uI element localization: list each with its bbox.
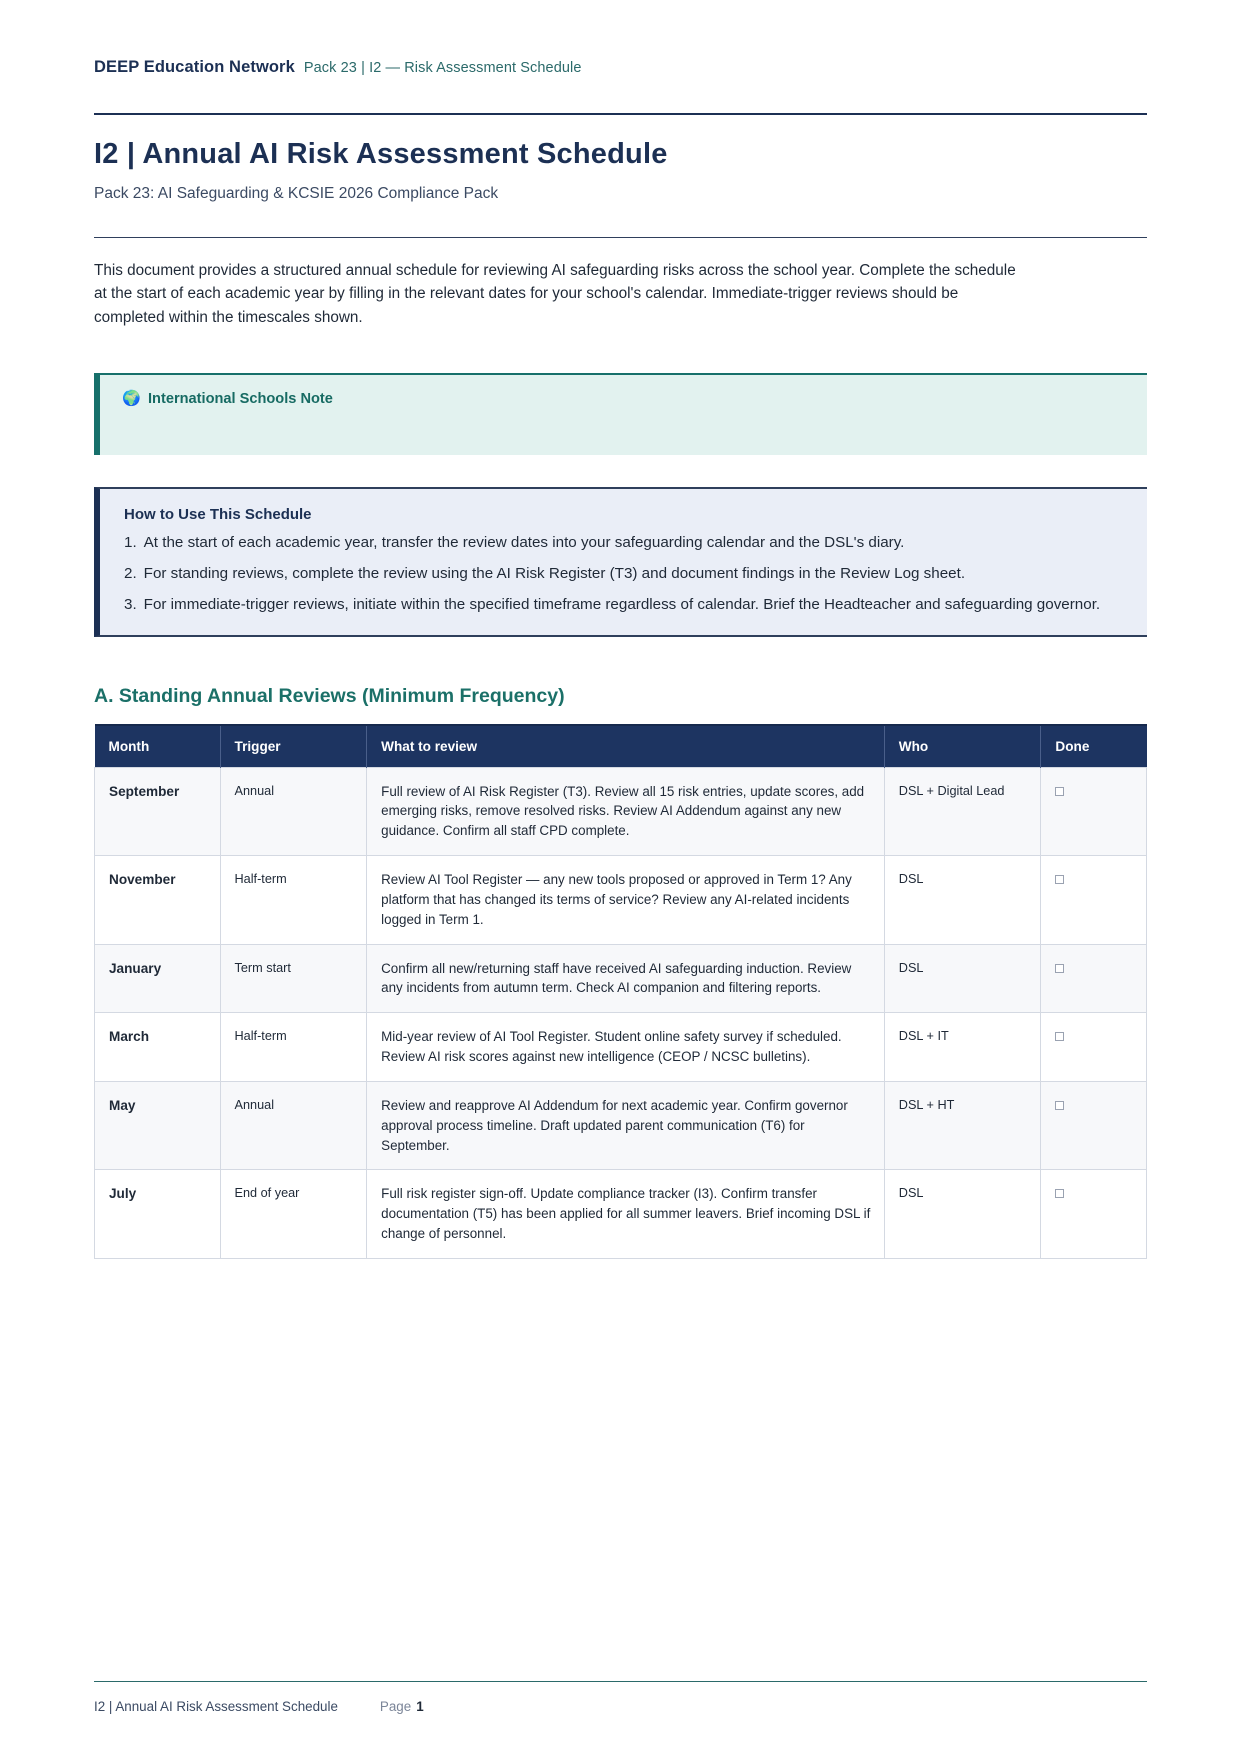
table-row bbox=[95, 856, 1147, 944]
cell-who: DSL bbox=[884, 1170, 1041, 1258]
footer-page-indicator bbox=[380, 1699, 424, 1714]
cell-month: January bbox=[95, 944, 221, 1013]
done-checkbox[interactable] bbox=[1055, 787, 1064, 796]
cell-what-to-review: Review AI Tool Register — any new tools proposed or approved in Term 1? Any platform that has changed its terms of service? Review any AI-related incidents logged in Term 1. bbox=[367, 856, 885, 944]
column-header-trigger: Trigger bbox=[220, 725, 367, 768]
page-subtitle: Pack 23: AI Safeguarding & KCSIE 2026 Compliance Pack bbox=[94, 185, 499, 202]
callout-international-schools-note bbox=[94, 373, 1147, 455]
table-row bbox=[95, 1081, 1147, 1169]
standing-annual-reviews-table bbox=[94, 724, 1147, 1259]
cell-month: September bbox=[95, 767, 221, 855]
cell-month: November bbox=[95, 856, 221, 944]
footer-page-label: Page bbox=[379, 1699, 412, 1714]
cell-done bbox=[1041, 1013, 1147, 1082]
callout-international-title-row bbox=[122, 391, 1127, 407]
cell-done bbox=[1041, 944, 1147, 1013]
step-number: 1. bbox=[124, 534, 137, 552]
cell-trigger: Term start bbox=[220, 944, 367, 1013]
done-checkbox[interactable] bbox=[1055, 1032, 1064, 1041]
table-row bbox=[95, 1013, 1147, 1082]
footer-page-number: 1 bbox=[416, 1699, 424, 1714]
done-checkbox[interactable] bbox=[1055, 1189, 1064, 1198]
cell-what-to-review: Confirm all new/returning staff have received AI safeguarding induction. Review any incidents from autumn term. Check AI companion and filtering reports. bbox=[367, 944, 885, 1013]
how-to-use-title: How to Use This Schedule bbox=[124, 506, 312, 524]
callout-international-title: International Schools Note bbox=[148, 391, 333, 408]
done-checkbox[interactable] bbox=[1055, 964, 1064, 973]
cell-trigger: Half-term bbox=[220, 856, 367, 944]
cell-trigger: Annual bbox=[220, 767, 367, 855]
cell-trigger: Annual bbox=[220, 1081, 367, 1169]
cell-month: May bbox=[95, 1081, 221, 1169]
cell-done bbox=[1041, 1081, 1147, 1169]
footer-rule bbox=[94, 1681, 1147, 1682]
how-to-use-step bbox=[124, 563, 1123, 586]
table-row bbox=[95, 767, 1147, 855]
column-header-done: Done bbox=[1041, 725, 1147, 768]
cell-who: DSL + IT bbox=[884, 1013, 1041, 1082]
running-header bbox=[0, 0, 1241, 77]
step-number: 2. bbox=[124, 564, 137, 582]
document-content bbox=[0, 115, 1241, 1681]
footer-row bbox=[94, 1699, 1147, 1714]
running-header-meta: Pack 23 | I2 — Risk Assessment Schedule bbox=[303, 60, 582, 76]
cell-done bbox=[1041, 1170, 1147, 1258]
column-header-what-to-review: What to review bbox=[367, 725, 885, 768]
done-checkbox[interactable] bbox=[1055, 1101, 1064, 1110]
cell-who: DSL bbox=[884, 856, 1041, 944]
footer-document-label: I2 | Annual AI Risk Assessment Schedule bbox=[94, 1699, 338, 1714]
cell-what-to-review: Review and reapprove AI Addendum for next academic year. Confirm governor approval process timeline. Draft updated parent communication (T6) for September. bbox=[367, 1081, 885, 1169]
cell-trigger: Half-term bbox=[220, 1013, 367, 1082]
brand-name: DEEP Education Network bbox=[94, 58, 295, 76]
cell-what-to-review: Full review of AI Risk Register (T3). Review all 15 risk entries, update scores, add emerging risks, remove resolved risks. Review AI Addendum against any new guidance. Confirm all staff CPD complete. bbox=[367, 767, 885, 855]
step-text: For immediate-trigger reviews, initiate within the specified timeframe regardless of calendar. Brief the Headteacher and safeguarding governor. bbox=[143, 595, 1101, 613]
step-text: For standing reviews, complete the review using the AI Risk Register (T3) and document findings in the Review Log sheet. bbox=[143, 564, 966, 582]
subtitle-rule bbox=[94, 237, 1147, 238]
table-header-row bbox=[95, 725, 1147, 768]
table-row bbox=[95, 1170, 1147, 1258]
cell-trigger: End of year bbox=[220, 1170, 367, 1258]
intro-paragraph: This document provides a structured annual schedule for reviewing AI safeguarding risks across the school year. Complete the schedule at the start of each academic year by filling in the relevant dates for your school's calendar. Immediate-trigger reviews should be completed within the timescales shown. bbox=[94, 262, 1016, 326]
cell-what-to-review: Mid-year review of AI Tool Register. Student online safety survey if scheduled. Review AI risk scores against new intelligence (CEOP / NCSC bulletins). bbox=[367, 1013, 885, 1082]
section-a-heading: A. Standing Annual Reviews (Minimum Frequency) bbox=[94, 684, 565, 707]
cell-done bbox=[1041, 767, 1147, 855]
table-row bbox=[95, 944, 1147, 1013]
how-to-use-step bbox=[124, 532, 1123, 555]
step-number: 3. bbox=[124, 595, 137, 613]
step-text: At the start of each academic year, transfer the review dates into your safeguarding calendar and the DSL's diary. bbox=[143, 534, 905, 552]
cell-done bbox=[1041, 856, 1147, 944]
cell-month: July bbox=[95, 1170, 221, 1258]
column-header-who: Who bbox=[884, 725, 1041, 768]
cell-what-to-review: Full risk register sign-off. Update compliance tracker (I3). Confirm transfer documentation (T5) has been applied for all summer leavers. Brief incoming DSL if change of personnel. bbox=[367, 1170, 885, 1258]
cell-who: DSL + Digital Lead bbox=[884, 767, 1041, 855]
page-footer bbox=[0, 1681, 1241, 1754]
page-title: I2 | Annual AI Risk Assessment Schedule bbox=[94, 138, 668, 170]
cell-month: March bbox=[95, 1013, 221, 1082]
column-header-month: Month bbox=[95, 725, 221, 768]
globe-icon: 🌍 bbox=[122, 390, 141, 408]
how-to-use-step bbox=[124, 594, 1123, 617]
done-checkbox[interactable] bbox=[1055, 875, 1064, 884]
cell-who: DSL bbox=[884, 944, 1041, 1013]
table-body bbox=[95, 767, 1147, 1258]
table-header bbox=[95, 725, 1147, 768]
cell-who: DSL + HT bbox=[884, 1081, 1041, 1169]
callout-how-to-use bbox=[94, 487, 1147, 636]
